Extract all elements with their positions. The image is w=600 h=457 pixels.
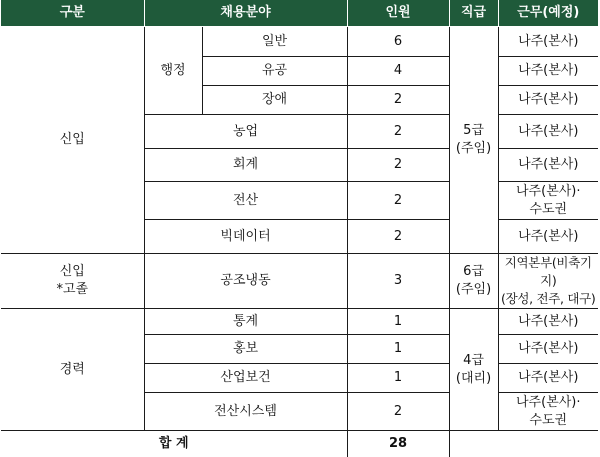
count-cell: 2	[347, 220, 449, 254]
count-cell: 2	[347, 115, 449, 149]
field-cell: 장애	[202, 86, 347, 115]
recruitment-table	[1, 0, 598, 457]
count-cell: 2	[347, 182, 449, 220]
field-cell: 공조냉동	[144, 254, 347, 309]
table-row	[1, 27, 598, 57]
grade-line-2: (대리)	[456, 371, 491, 386]
count-cell: 4	[347, 57, 449, 86]
count-cell: 1	[347, 335, 449, 364]
field-cell: 농업	[144, 115, 347, 149]
count-cell: 2	[347, 149, 449, 182]
total-empty	[449, 431, 598, 457]
total-row	[1, 431, 598, 457]
grade-line-2: (주임)	[456, 141, 491, 156]
location-cell: 나주(본사)	[498, 86, 598, 115]
field-cell: 전산	[144, 182, 347, 220]
location-cell: 나주(본사)	[498, 309, 598, 335]
count-cell: 2	[347, 86, 449, 115]
location-line-2: 수도권	[529, 413, 567, 428]
grade-career	[449, 309, 498, 431]
count-cell: 3	[347, 254, 449, 309]
count-cell: 6	[347, 27, 449, 57]
location-cell: 나주(본사)	[498, 364, 598, 393]
location-line-2: (장성, 전주, 대구)	[501, 291, 596, 306]
table-row	[1, 309, 598, 335]
grade-highschool	[449, 254, 498, 309]
grade-line-1: 6급	[463, 264, 484, 279]
field-cell: 일반	[202, 27, 347, 57]
table-header-row	[1, 0, 598, 27]
field-cell: 통계	[144, 309, 347, 335]
field-cell: 유공	[202, 57, 347, 86]
location-cell	[498, 254, 598, 309]
count-cell: 2	[347, 393, 449, 431]
location-line-2: 수도권	[529, 202, 567, 217]
location-cell	[498, 393, 598, 431]
category-career: 경력	[1, 309, 144, 431]
header-count: 인원	[347, 0, 449, 27]
header-category: 구분	[1, 0, 144, 27]
field-cell: 홍보	[144, 335, 347, 364]
field-cell: 전산시스템	[144, 393, 347, 431]
location-cell: 나주(본사)	[498, 27, 598, 57]
total-count: 28	[347, 431, 449, 457]
location-line-1: 나주(본사)·	[516, 395, 581, 410]
grade-line-2: (주임)	[456, 282, 491, 297]
grade-new	[449, 27, 498, 254]
count-cell: 1	[347, 309, 449, 335]
location-cell: 나주(본사)	[498, 220, 598, 254]
header-grade: 직급	[449, 0, 498, 27]
table-row	[1, 254, 598, 309]
header-field: 채용분야	[144, 0, 347, 27]
grade-line-1: 4급	[463, 353, 484, 368]
location-cell: 나주(본사)	[498, 335, 598, 364]
category-highschool	[1, 254, 144, 309]
category-new: 신입	[1, 27, 144, 254]
subgroup-admin: 행정	[144, 27, 202, 115]
location-line-1: 지역본부(비축기지)	[505, 255, 592, 288]
field-cell: 회계	[144, 149, 347, 182]
header-location: 근무(예정)	[498, 0, 598, 27]
field-cell: 빅데이터	[144, 220, 347, 254]
total-label: 합 계	[1, 431, 347, 457]
location-line-1: 나주(본사)·	[516, 184, 581, 199]
location-cell	[498, 182, 598, 220]
category-line-1: 신입	[60, 264, 85, 279]
location-cell: 나주(본사)	[498, 149, 598, 182]
count-cell: 1	[347, 364, 449, 393]
category-line-2: *고졸	[56, 282, 88, 297]
location-cell: 나주(본사)	[498, 57, 598, 86]
field-cell: 산업보건	[144, 364, 347, 393]
grade-line-1: 5급	[463, 123, 484, 138]
location-cell: 나주(본사)	[498, 115, 598, 149]
